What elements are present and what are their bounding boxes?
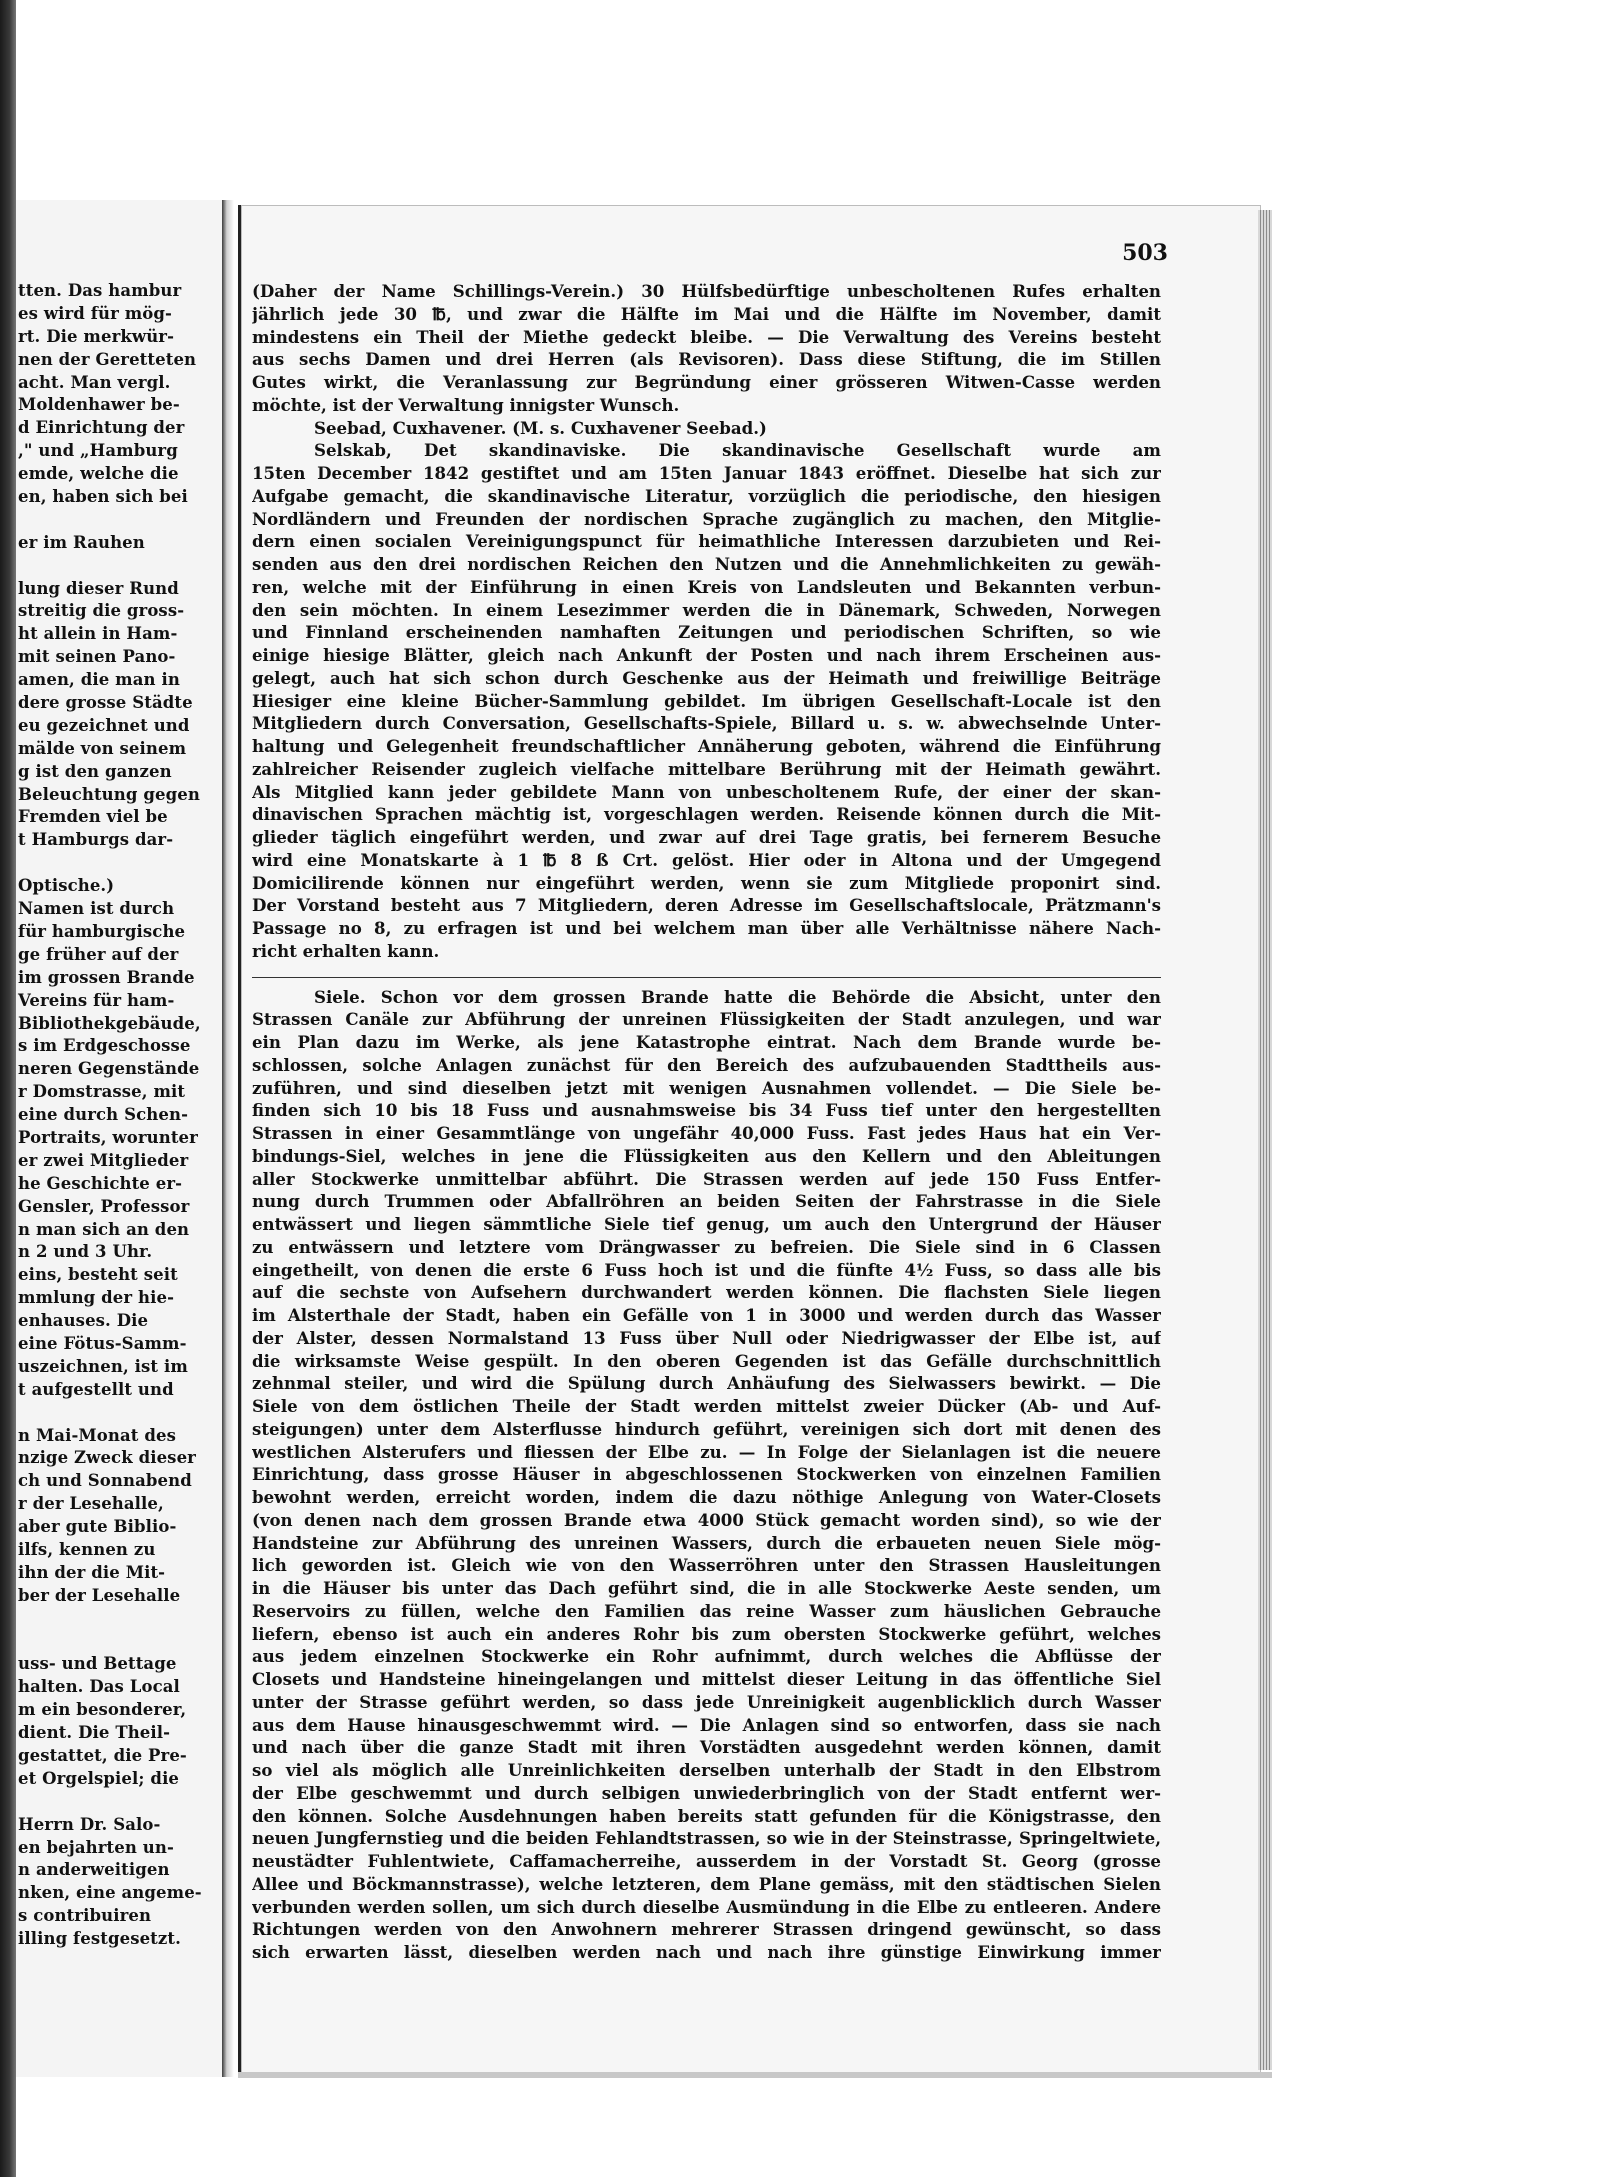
- text-line: steigungen) unter dem Alsterflusse hindurch geführt, vereinigen sich dort mit denen des: [252, 1418, 1161, 1439]
- text-line: Handsteine zur Abführung des unreinen Wassers, durch die erbaueten neuen Siele mög-: [252, 1532, 1161, 1553]
- left-fragment-line: [18, 555, 220, 578]
- text-line: so viel als möglich alle Unreinlichkeiten derselben unterhalb der Stadt in den Elbstrom: [252, 1760, 1161, 1780]
- left-fragment-line: n Mai-Monat des: [18, 1425, 176, 1445]
- text-line: den sein möchten. In einem Lesezimmer werden die in Dänemark, Schweden, Norwegen: [252, 599, 1161, 620]
- text-line: Domicilirende können nur eingeführt werden, wenn sie zum Mitgliede proponirt sind.: [252, 872, 1161, 893]
- text-line: glieder täglich eingeführt werden, und zwar auf drei Tage gratis, bei fernerem Besuche: [252, 827, 1161, 847]
- left-fragment-line: Herrn Dr. Salo-: [18, 1814, 161, 1834]
- text-line: Strassen Canäle zur Abführung der unreinen Flüssigkeiten der Stadt anzulegen, und war: [252, 1009, 1161, 1030]
- page-edges: [1258, 210, 1272, 2070]
- text-line: finden sich 10 bis 18 Fuss und ausnahmsweise bis 34 Fuss tief unter den hergestellten: [252, 1100, 1161, 1121]
- left-fragment-line: m ein besonderer,: [18, 1700, 187, 1720]
- left-fragment-line: dere grosse Städte: [18, 693, 193, 713]
- text-line: westlichen Alsterufers und fliessen der Elbe zu. — In Folge der Sielanlagen ist die neuere: [252, 1441, 1161, 1462]
- text-line: entwässert und liegen sämmtliche Siele tief genug, um auch den Untergrund der Häuser: [252, 1214, 1161, 1234]
- text-line: verbunden werden sollen, um sich durch dieselbe Ausmündung in die Elbe zu entleeren. Andere: [252, 1896, 1161, 1917]
- text-line: die wirksamste Weise gespült. In den oberen Gegenden ist das Gefälle durchschnittlich: [252, 1350, 1161, 1371]
- left-fragment-line: n anderweitigen: [18, 1860, 170, 1880]
- text-line: zuführen, und sind dieselben jetzt mit wenigen Ausnahmen vollendet. — Die Siele be-: [252, 1077, 1161, 1098]
- text-line: senden aus den drei nordischen Reichen den Nutzen und die Annehmlichkeiten zu gewäh-: [252, 554, 1161, 574]
- left-fragment-line: im grossen Brande: [18, 967, 195, 987]
- text-line: möchte, ist der Verwaltung innigster Wunsch.: [252, 394, 680, 415]
- left-fragment-line: enhauses. Die: [18, 1311, 149, 1331]
- text-line: (Daher der Name Schillings-Verein.) 30 Hülfsbedürftige unbescholtenen Rufes erhalten: [252, 281, 1161, 301]
- left-fragment-line: er im Rauhen: [18, 532, 145, 552]
- left-fragment-line: uszeichnen, ist im: [18, 1356, 188, 1376]
- left-fragment-line: Vereins für ham-: [18, 990, 175, 1010]
- left-fragment-line: nken, eine angeme-: [18, 1883, 202, 1903]
- text-line: neuen Jungfernstieg und die beiden Fehlandtstrassen, so wie in der Steinstrasse, Springeltwiete,: [252, 1828, 1161, 1849]
- text-line: Allee und Böckmannstrasse), welche letzteren, dem Plane gemäss, mit den städtischen Sielen: [252, 1873, 1161, 1894]
- section-rule: [252, 963, 1161, 978]
- text-line: Siele. Schon vor dem grossen Brande hatte die Behörde die Absicht, unter den: [314, 986, 1161, 1007]
- text-line: zahlreicher Reisender zugleich vielfache mittelbare Berührung mit der Heimath gewährt.: [252, 758, 1161, 779]
- left-fragment-line: t Hamburgs dar-: [18, 830, 174, 850]
- text-line: jährlich jede 30 ℔, und zwar die Hälfte im Mai und die Hälfte im November, damit: [252, 303, 1161, 324]
- left-fragment-line: [18, 1791, 220, 1814]
- text-line: (von denen nach dem grossen Brande etwa 4000 Stück gemacht worden sind), so wie der: [252, 1509, 1161, 1530]
- left-page-text-fragments: [18, 280, 220, 1951]
- left-fragment-line: rt. Die merkwür-: [18, 326, 175, 346]
- text-line: zehnmal steiler, und wird die Spülung durch Anhäufung des Sielwassers bewirkt. — Die: [252, 1373, 1161, 1394]
- left-fragment-line: eine durch Schen-: [18, 1105, 189, 1125]
- left-fragment-line: en, haben sich bei: [18, 487, 188, 507]
- left-fragment-line: Portraits, worunter: [18, 1127, 198, 1147]
- left-fragment-line: ht allein in Ham-: [18, 624, 178, 644]
- left-fragment-line: eine Fötus-Samm-: [18, 1333, 187, 1353]
- left-fragment-line: es wird für mög-: [18, 303, 172, 323]
- text-line: in die Häuser bis unter das Dach geführt sind, die in alle Stockwerke Aeste senden, um: [252, 1578, 1161, 1598]
- text-line: wird eine Monatskarte à 1 ℔ 8 ß Crt. gelöst. Hier oder in Altona und der Umgegend: [252, 849, 1161, 870]
- text-line: bewohnt werden, erreicht worden, indem die dazu nöthige Anlegung von Water-Closets: [252, 1487, 1161, 1507]
- text-line: und nach über die ganze Stadt mit ihren Vorstädten ausgedehnt werden können, damit: [252, 1737, 1161, 1758]
- text-line: sich erwarten lässt, dieselben werden nach und nach ihre günstige Einwirkung immer: [252, 1942, 1161, 1962]
- text-line: neustädter Fuhlentwiete, Caffamacherreihe, ausserdem in der Vorstadt St. Georg (grosse: [252, 1851, 1161, 1871]
- left-fragment-line: s contribuiren: [18, 1906, 152, 1926]
- text-line: ren, welche mit der Einführung in einen Kreis von Landsleuten und Bekannten verbun-: [252, 576, 1161, 597]
- text-line: der Alster, dessen Normalstand 13 Fuss über Null oder Niedrigwasser der Elbe ist, auf: [252, 1327, 1161, 1348]
- book-spine: [222, 200, 234, 2077]
- left-fragment-line: ge früher auf der: [18, 944, 179, 964]
- text-line: 15ten December 1842 gestiftet und am 15ten Januar 1843 eröffnet. Dieselbe hat sich zur: [252, 463, 1161, 483]
- text-line: Seebad, Cuxhavener. (M. s. Cuxhavener Seebad.): [314, 417, 767, 438]
- left-fragment-line: für hamburgische: [18, 921, 186, 941]
- text-line: einige hiesige Blätter, gleich nach Ankunft der Posten und nach ihrem Erscheinen aus-: [252, 645, 1161, 665]
- text-line: haltung und Gelegenheit freundschaftlicher Annäherung geboten, während die Einführung: [252, 736, 1161, 756]
- left-fragment-line: lung dieser Rund: [18, 578, 179, 598]
- left-fragment-line: dient. Die Theil-: [18, 1723, 171, 1743]
- left-fragment-line: mit seinen Pano-: [18, 647, 176, 667]
- text-line: zu entwässern und letztere vom Drängwasser zu befreien. Die Siele sind in 6 Classen: [252, 1236, 1161, 1257]
- text-line: Der Vorstand besteht aus 7 Mitgliedern, deren Adresse im Gesellschaftslocale, Prätzmann's: [252, 895, 1161, 916]
- left-fragment-line: ," und „Hamburg: [18, 441, 178, 461]
- left-fragment-line: et Orgelspiel; die: [18, 1768, 180, 1788]
- left-fragment-line: nzige Zweck dieser: [18, 1448, 196, 1468]
- left-fragment-line: tten. Das hambur: [18, 281, 182, 300]
- text-line: Einrichtung, dass grosse Häuser in abgeschlossenen Stockwerken von einzelnen Familien: [252, 1464, 1161, 1485]
- left-fragment-line: [18, 1631, 220, 1654]
- left-fragment-line: [18, 1402, 220, 1425]
- left-fragment-line: n 2 und 3 Uhr.: [18, 1242, 153, 1262]
- text-line: richt erhalten kann.: [252, 940, 440, 961]
- left-fragment-line: Namen ist durch: [18, 899, 175, 919]
- text-line: Als Mitglied kann jeder gebildete Mann von unbescholtenem Rufe, der einer der skan-: [252, 781, 1161, 802]
- main-text-body: [252, 280, 1161, 1964]
- left-fragment-line: he Geschichte er-: [18, 1173, 183, 1193]
- text-line: Richtungen werden von den Anwohnern mehrerer Strassen dringend gewünscht, so dass: [252, 1919, 1161, 1940]
- text-line: Selskab, Det skandinaviske. Die skandinavische Gesellschaft wurde am: [314, 440, 1161, 461]
- left-fragment-line: illing festgesetzt.: [18, 1929, 181, 1949]
- left-fragment-line: mmlung der hie-: [18, 1288, 175, 1308]
- left-fragment-line: halten. Das Local: [18, 1677, 180, 1697]
- text-line: Strassen in einer Gesammtlänge von ungefähr 40,000 Fuss. Fast jedes Haus hat ein Ver-: [252, 1123, 1161, 1143]
- left-fragment-line: [18, 509, 220, 532]
- text-line: der Elbe geschwemmt und durch selbigen unwiederbringlich von der Stadt entfernt wer-: [252, 1782, 1161, 1803]
- left-page: [16, 200, 225, 2077]
- left-fragment-line: aber gute Biblio-: [18, 1517, 177, 1537]
- text-line: Nordländern und Freunden der nordischen Sprache zugänglich zu machen, den Mitglie-: [252, 508, 1161, 529]
- left-fragment-line: ihn der die Mit-: [18, 1562, 166, 1582]
- left-fragment-line: Optische.): [18, 876, 115, 896]
- left-fragment-line: er zwei Mitglieder: [18, 1150, 189, 1170]
- book-gutter: [0, 0, 16, 2177]
- left-fragment-line: acht. Man vergl.: [18, 372, 171, 392]
- left-fragment-line: r Domstrasse, mit: [18, 1082, 186, 1102]
- left-fragment-line: d Einrichtung der: [18, 418, 185, 438]
- left-fragment-line: [18, 1608, 220, 1631]
- left-fragment-line: streitig die gross-: [18, 601, 185, 621]
- text-line: nung durch Trummen oder Abfallröhren an beiden Seiten der Fahrstrasse in die Siele: [252, 1191, 1161, 1212]
- left-fragment-line: t aufgestellt und: [18, 1379, 174, 1399]
- left-fragment-line: emde, welche die: [18, 464, 179, 484]
- left-fragment-line: eu gezeichnet und: [18, 715, 190, 735]
- text-line: aller Stockwerke unmittelbar abführt. Die Strassen werden auf jede 150 Fuss Entfer-: [252, 1168, 1161, 1189]
- left-fragment-line: ber der Lesehalle: [18, 1585, 181, 1605]
- text-line: bindungs-Siel, welches in jene die Flüssigkeiten aus den Kellern und den Ableitungen: [252, 1145, 1161, 1166]
- text-line: aus sechs Damen und drei Herren (als Revisoren). Dass diese Stiftung, die im Stillen: [252, 349, 1161, 370]
- left-fragment-line: eins, besteht seit: [18, 1265, 178, 1285]
- left-fragment-line: Gensler, Professor: [18, 1196, 190, 1216]
- text-line: dern einen socialen Vereinigungspunct für heimathliche Interessen darzubieten und Rei-: [252, 531, 1161, 552]
- left-fragment-line: Bibliothekgebäude,: [18, 1013, 201, 1033]
- text-line: den können. Solche Ausdehnungen haben bereits statt gefunden für die Königstrasse, den: [252, 1805, 1161, 1826]
- left-fragment-line: g ist den ganzen: [18, 761, 172, 781]
- left-fragment-line: amen, die man in: [18, 670, 180, 690]
- text-line: aus jedem einzelnen Stockwerke ein Rohr aufnimmt, durch welches die Abflüsse der: [252, 1646, 1161, 1667]
- text-line: Hiesiger eine kleine Bücher-Sammlung gebildet. Im übrigen Gesellschaft-Locale ist den: [252, 690, 1161, 711]
- text-line: eingetheilt, von denen die erste 6 Fuss hoch ist und die fünfte 4½ Fuss, so dass alle bis: [252, 1259, 1161, 1280]
- left-fragment-line: n man sich an den: [18, 1219, 190, 1239]
- left-fragment-line: s im Erdgeschosse: [18, 1036, 191, 1056]
- left-fragment-line: uss- und Bettage: [18, 1654, 177, 1674]
- text-line: Gutes wirkt, die Veranlassung zur Begründung einer grösseren Witwen-Casse werden: [252, 372, 1161, 392]
- left-fragment-line: Moldenhawer be-: [18, 395, 180, 415]
- left-fragment-line: mälde von seinem: [18, 738, 187, 758]
- left-fragment-line: ch und Sonnabend: [18, 1471, 192, 1491]
- text-line: mindestens ein Theil der Miethe gedeckt bleibe. — Die Verwaltung des Vereins besteht: [252, 326, 1161, 347]
- left-fragment-line: nen der Geretteten: [18, 349, 197, 369]
- text-line: Mitgliedern durch Conversation, Gesellschafts-Spiele, Billard u. s. w. abwechselnde Unter-: [252, 713, 1161, 734]
- text-line: Aufgabe gemacht, die skandinavische Literatur, vorzüglich die periodische, den hiesigen: [252, 485, 1161, 506]
- left-fragment-line: ilfs, kennen zu: [18, 1539, 156, 1559]
- text-line: gelegt, auch hat sich schon durch Geschenke aus der Heimath und freiwillige Beiträge: [252, 667, 1161, 688]
- text-line: Passage no 8, zu erfragen ist und bei welchem man über alle Verhältnisse nähere Nach-: [252, 918, 1161, 938]
- left-fragment-line: neren Gegenstände: [18, 1059, 200, 1079]
- page-number: 503: [1122, 240, 1168, 266]
- text-line: liefern, ebenso ist auch ein anderes Rohr bis zum obersten Stockwerke geführt, welches: [252, 1623, 1161, 1644]
- text-line: aus dem Hause hinausgeschwemmt wird. — Die Anlagen sind so entworfen, dass sie nach: [252, 1714, 1161, 1735]
- text-line: Reservoirs zu füllen, welche den Familien das reine Wasser zum häuslichen Gebrauche: [252, 1600, 1161, 1621]
- text-line: und Finnland erscheinenden namhaften Zeitungen und periodischen Schriften, so wie: [252, 622, 1161, 643]
- text-line: Closets und Handsteine hineingelangen und mittelst dieser Leitung in das öffentliche Siel: [252, 1669, 1161, 1689]
- left-fragment-line: r der Lesehalle,: [18, 1494, 164, 1514]
- left-fragment-line: Fremden viel be: [18, 807, 168, 827]
- text-line: lich geworden ist. Gleich wie von den Wasserröhren unter den Strassen Hausleitungen: [252, 1555, 1161, 1576]
- text-line: im Alsterthale der Stadt, haben ein Gefälle von 1 in 3000 und werden durch das Wasser: [252, 1305, 1161, 1325]
- left-fragment-line: Beleuchtung gegen: [18, 784, 200, 804]
- left-fragment-line: gestattet, die Pre-: [18, 1746, 187, 1765]
- text-line: dinavischen Sprachen mächtig ist, vorgeschlagen werden. Reisende können durch die Mit-: [252, 804, 1161, 825]
- page-bottom-edge: [238, 2072, 1272, 2078]
- text-line: ein Plan dazu im Werke, als jene Katastrophe eintrat. Nach dem Brande wurde be-: [252, 1032, 1161, 1052]
- text-line: unter der Strasse geführt werden, so dass jede Unreinigkeit augenblicklich durch Wasser: [252, 1691, 1161, 1712]
- left-fragment-line: [18, 852, 220, 875]
- left-fragment-line: en bejahrten un-: [18, 1837, 174, 1857]
- text-line: auf die sechste von Aufsehern durchwandert werden können. Die flachsten Siele liegen: [252, 1282, 1161, 1303]
- text-line: Siele von dem östlichen Theile der Stadt werden mittelst zweier Dücker (Ab- und Auf-: [252, 1396, 1161, 1416]
- text-line: schlossen, solche Anlagen zunächst für den Bereich des aufzubauenden Stadttheils aus-: [252, 1054, 1161, 1075]
